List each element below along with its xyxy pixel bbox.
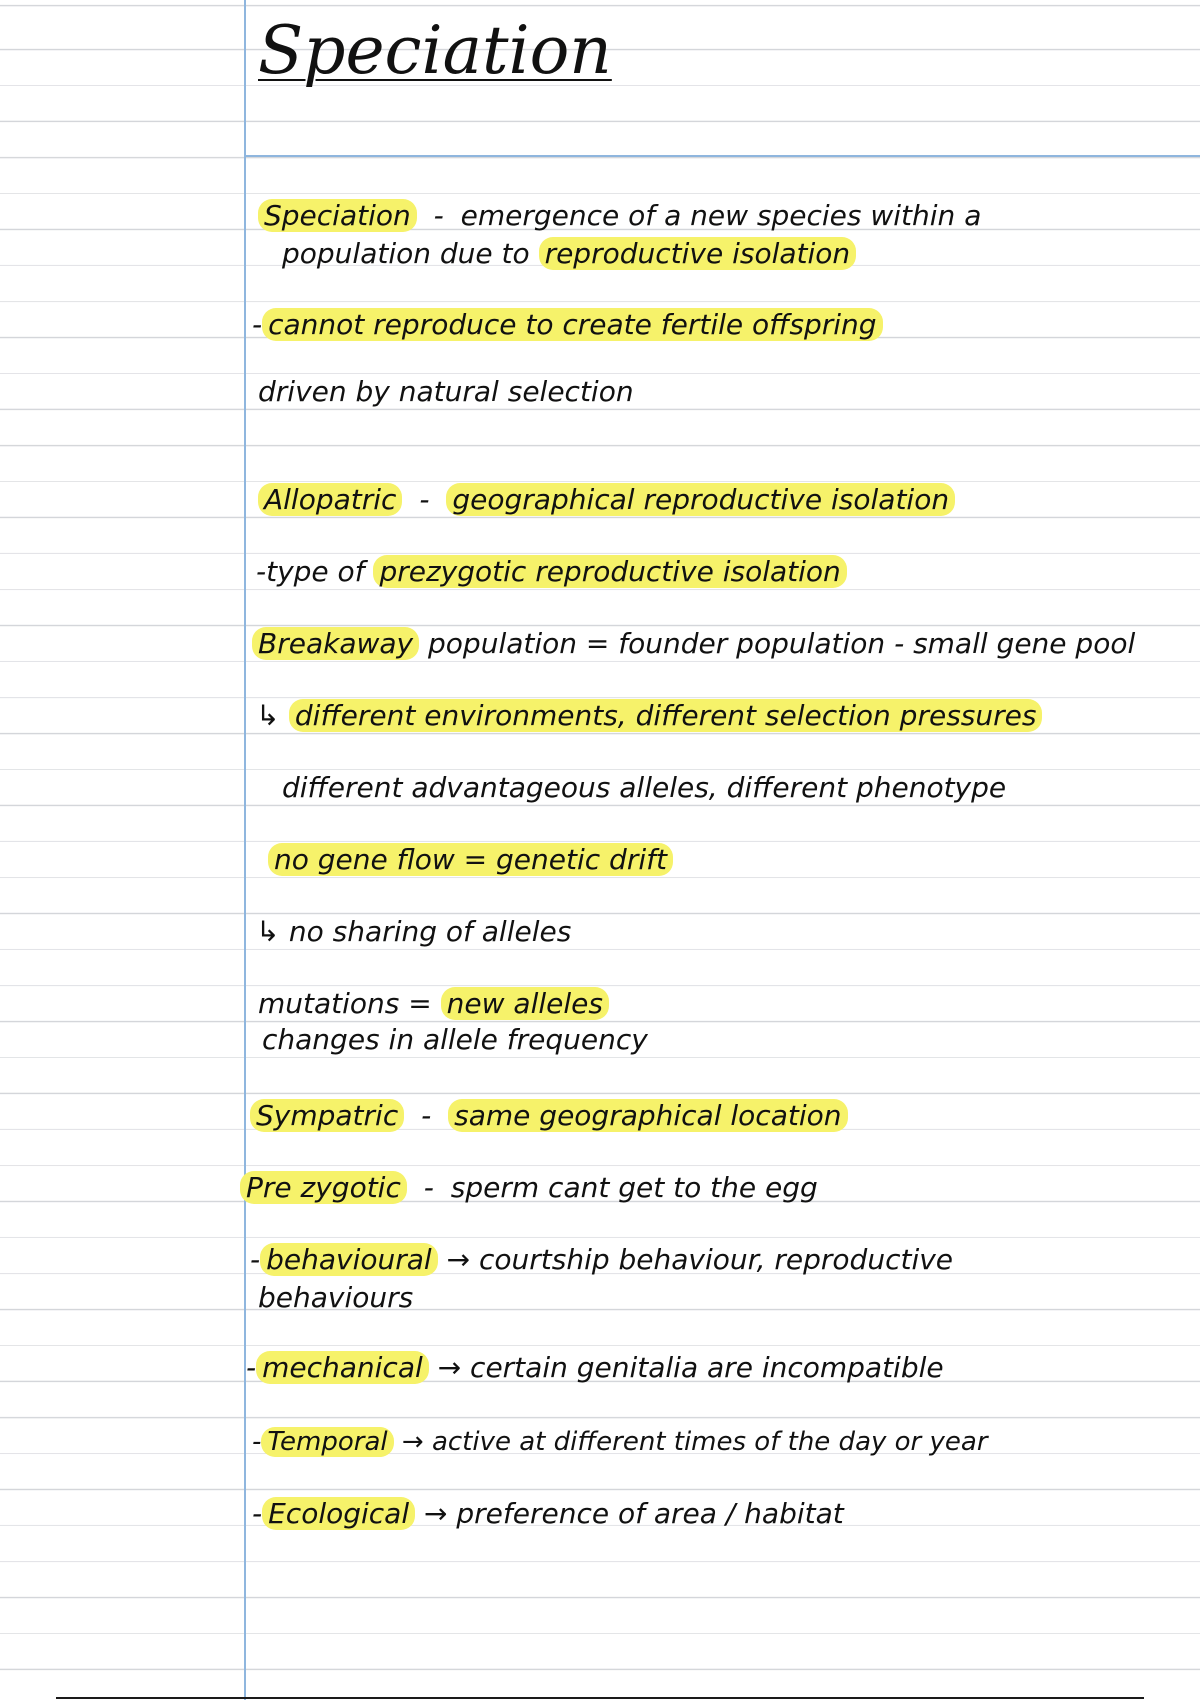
speciation-definition-line-2: [282, 236, 856, 272]
allele-frequency-line: changes in allele frequency: [262, 1023, 648, 1056]
prezygotic-definition: sperm cant get to the egg: [450, 1171, 818, 1204]
fertile-offspring-line: - cannot reproduce to create fertile offspring: [252, 307, 883, 343]
natural-selection-line: driven by natural selection: [258, 375, 634, 408]
sympatric-definition: same geographical location: [448, 1099, 847, 1132]
temporal-term: Temporal: [261, 1427, 393, 1457]
allopatric-definition: geographical reproductive isolation: [446, 483, 955, 516]
temporal-definition: → active at different times of the day or year: [401, 1427, 988, 1457]
temporal-line: - Temporal → active at different times of the day or year: [252, 1427, 988, 1457]
speciation-definition-cont: population due to: [282, 237, 530, 270]
gene-flow-line: [268, 842, 673, 878]
prezygotic-isolation-highlight: prezygotic reproductive isolation: [373, 555, 846, 588]
environments-line: [256, 698, 1042, 734]
ecological-term: Ecological: [262, 1497, 415, 1530]
gene-flow-highlight: no gene flow = genetic drift: [268, 843, 673, 876]
breakaway-line: [252, 626, 1135, 662]
mechanical-term: mechanical: [256, 1351, 429, 1384]
speciation-definition-line: Speciation - emergence of a new species within a: [258, 198, 981, 234]
mechanical-line: - mechanical → certain genitalia are incompatible: [246, 1351, 944, 1384]
reproductive-isolation-highlight: reproductive isolation: [539, 237, 857, 270]
prezygotic-term: Pre zygotic: [240, 1171, 407, 1204]
environments-highlight: different environments, different selection pressures: [289, 699, 1043, 732]
speciation-definition: emergence of a new species within a: [460, 199, 982, 232]
prezygotic-type-line: [256, 554, 847, 590]
sympatric-line: Sympatric - same geographical location: [250, 1098, 848, 1134]
prezygotic-line: Pre zygotic - sperm cant get to the egg: [240, 1170, 818, 1206]
type-of-text: -type of: [256, 555, 365, 588]
page-title: Speciation: [258, 12, 612, 89]
behavioural-definition: → courtship behaviour, reproductive: [446, 1243, 954, 1276]
mutations-text: mutations =: [258, 987, 432, 1020]
sympatric-term: Sympatric: [250, 1099, 404, 1132]
speciation-term: Speciation: [258, 199, 417, 232]
margin-line: [244, 0, 246, 1700]
behavioural-term: behavioural: [260, 1243, 438, 1276]
header-line: [244, 155, 1200, 157]
breakaway-rest: population = founder population - small gene pool: [428, 627, 1136, 660]
behavioural-line: - behavioural → courtship behaviour, reproductive: [250, 1243, 954, 1276]
ecological-definition: → preference of area / habitat: [424, 1497, 844, 1530]
behavioural-line-2: behaviours: [258, 1281, 414, 1314]
advantageous-alleles-line: different advantageous alleles, different phenotype: [282, 771, 1007, 804]
sharing-alleles-text: no sharing of alleles: [288, 915, 572, 948]
sub-arrow-icon: ↳: [256, 699, 280, 732]
bottom-rule: [56, 1697, 1144, 1699]
breakaway-term: Breakaway: [252, 627, 419, 660]
fertile-offspring-highlight: cannot reproduce to create fertile offspring: [262, 308, 882, 341]
mutations-line: [258, 986, 609, 1022]
sharing-alleles-line: [256, 914, 571, 950]
mechanical-definition: → certain genitalia are incompatible: [437, 1351, 944, 1384]
ecological-line: - Ecological → preference of area / habitat: [252, 1497, 844, 1530]
allopatric-line: Allopatric - geographical reproductive isolation: [258, 482, 955, 518]
allopatric-term: Allopatric: [258, 483, 402, 516]
sub-arrow-icon: ↳: [256, 915, 280, 948]
new-alleles-highlight: new alleles: [441, 987, 609, 1020]
